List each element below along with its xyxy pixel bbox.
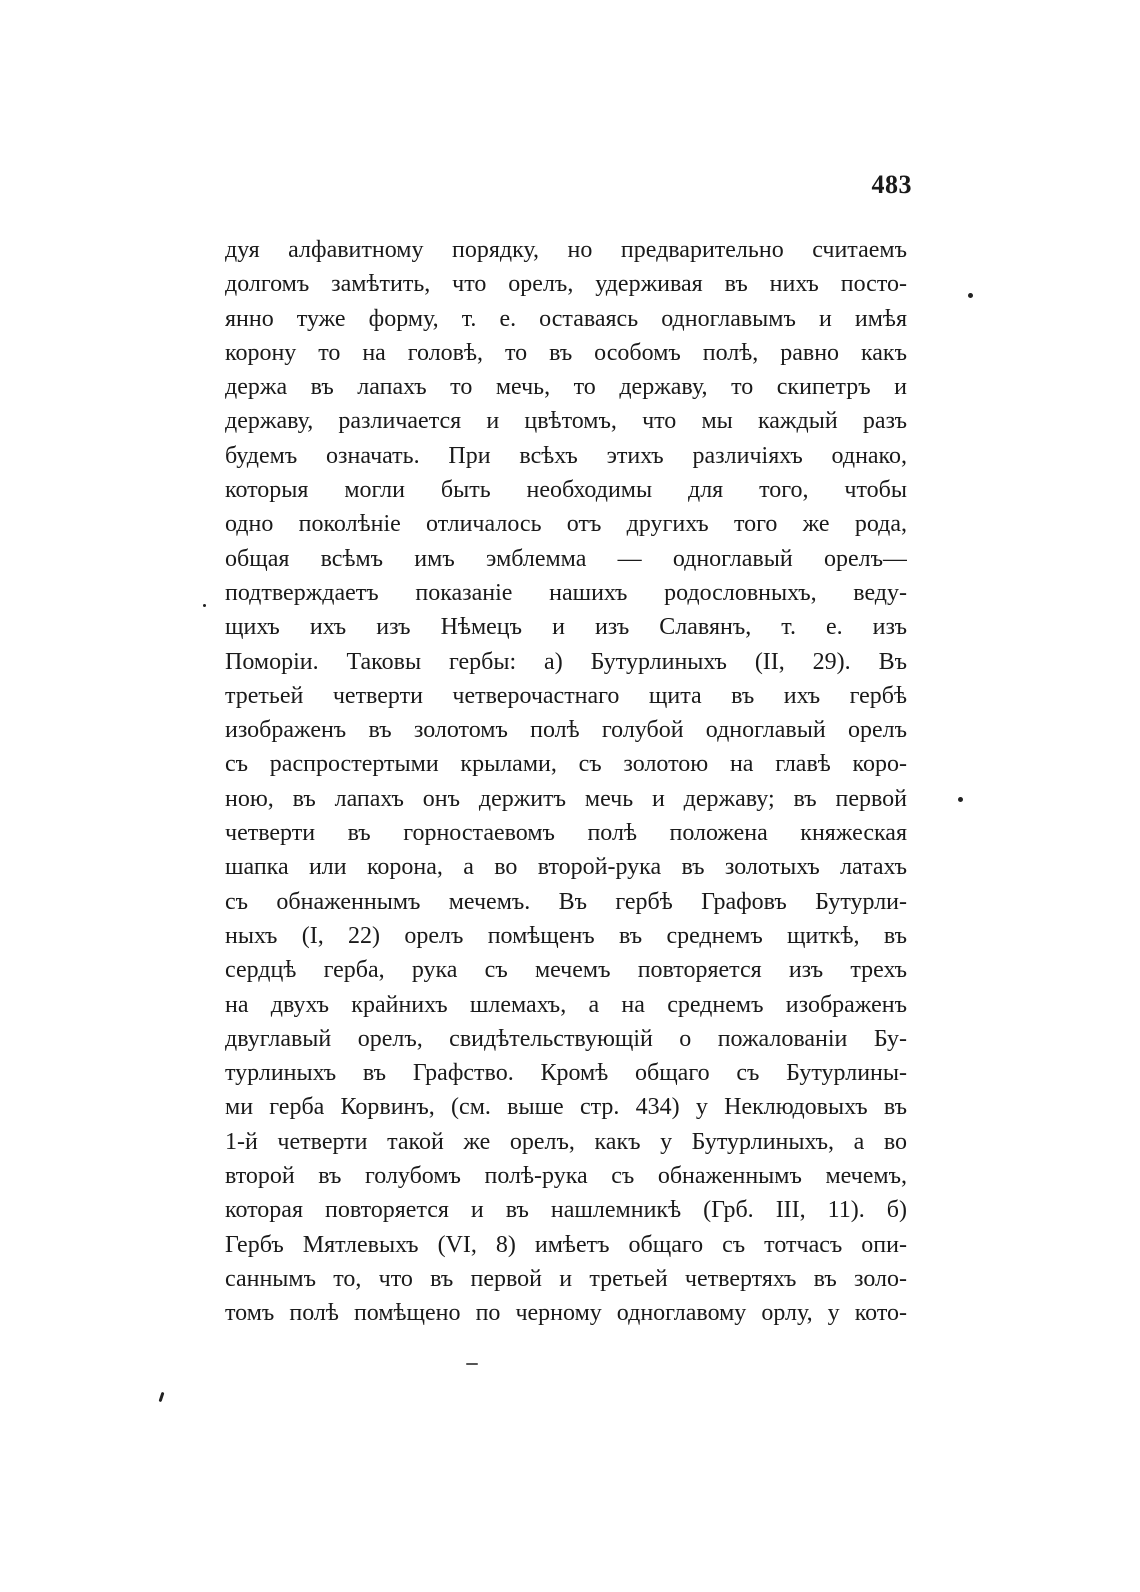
- body-text: [225, 233, 907, 1331]
- text-line: шапка или корона, а во второй-рука въ золотыхъ латахъ: [225, 854, 907, 881]
- text-line: на двухъ крайнихъ шлемахъ, а на среднемъ изображенъ: [225, 991, 907, 1018]
- text-line: щихъ ихъ изъ Нѣмецъ и изъ Славянъ, т. е. изъ: [225, 614, 907, 641]
- text-line: ныхъ (I, 22) орелъ помѣщенъ въ среднемъ щиткѣ, въ: [225, 922, 907, 949]
- text-line: долгомъ замѣтить, что орелъ, удерживая въ нихъ посто-: [225, 271, 907, 298]
- text-line: 1-й четверти такой же орелъ, какъ у Бутурлиныхъ, а во: [225, 1128, 907, 1155]
- text-line: подтверждаетъ показаніе нашихъ родословныхъ, веду-: [225, 579, 907, 606]
- scan-speck: [203, 604, 206, 607]
- text-line: которыя могли быть необходимы для того, чтобы: [225, 477, 907, 504]
- text-line: третьей четверти четверочастнаго щита въ ихъ гербѣ: [225, 682, 907, 709]
- text-line: саннымъ то, что въ первой и третьей четвертяхъ въ золо-: [225, 1265, 907, 1292]
- page-number: 483: [871, 170, 912, 199]
- text-line: державу, различается и цвѣтомъ, что мы каждый разъ: [225, 408, 907, 435]
- text-line: сердцѣ герба, рука съ мечемъ повторяется изъ трехъ: [225, 957, 907, 984]
- text-line: корону то на головѣ, то въ особомъ полѣ, равно какъ: [225, 339, 907, 366]
- text-line: изображенъ въ золотомъ полѣ голубой одноглавый орелъ: [225, 717, 907, 744]
- text-line: двуглавый орелъ, свидѣтельствующій о пожалованіи Бу-: [225, 1025, 907, 1052]
- scan-speck: [159, 1392, 165, 1402]
- text-line: Поморіи. Таковы гербы: а) Бутурлиныхъ (II, 29). Въ: [225, 648, 907, 675]
- text-line: турлиныхъ въ Графство. Кромѣ общаго съ Бутурлины-: [225, 1060, 907, 1087]
- scan-speck: [958, 797, 963, 802]
- text-line: съ распростертыми крылами, съ золотою на главѣ коро-: [225, 751, 907, 778]
- text-line: дуя алфавитному порядку, но предварительно считаемъ: [225, 237, 907, 263]
- text-line: Гербъ Мятлевыхъ (VI, 8) имѣетъ общаго съ тотчасъ опи-: [225, 1231, 907, 1258]
- text-line: съ обнаженнымъ мечемъ. Въ гербѣ Графовъ Бутурли-: [225, 888, 907, 915]
- text-line: одно поколѣніе отличалось отъ другихъ того же рода,: [225, 511, 907, 538]
- text-line: ною, въ лапахъ онъ держитъ мечь и державу; въ первой: [225, 785, 907, 812]
- text-line: держа въ лапахъ то мечь, то державу, то скипетръ и: [225, 374, 907, 401]
- text-line: будемъ означать. При всѣхъ этихъ различіяхъ однако,: [225, 442, 907, 469]
- text-line: которая повторяется и въ нашлемникѣ (Грб. III, 11). б): [225, 1197, 907, 1224]
- text-line: второй въ голубомъ полѣ-рука съ обнаженнымъ мечемъ,: [225, 1163, 907, 1190]
- text-line: томъ полѣ помѣщено по черному одноглавому орлу, у кото-: [225, 1300, 907, 1327]
- text-line: ми герба Корвинъ, (см. выше стр. 434) у Неклюдовыхъ въ: [225, 1094, 907, 1121]
- scan-speck: [466, 1363, 478, 1365]
- scan-speck: [968, 293, 973, 298]
- text-line: общая всѣмъ имъ эмблемма — одноглавый орелъ—: [225, 545, 907, 572]
- text-line: янно туже форму, т. е. оставаясь одноглавымъ и имѣя: [225, 305, 907, 332]
- text-line: четверти въ горностаевомъ полѣ положена княжеская: [225, 820, 907, 847]
